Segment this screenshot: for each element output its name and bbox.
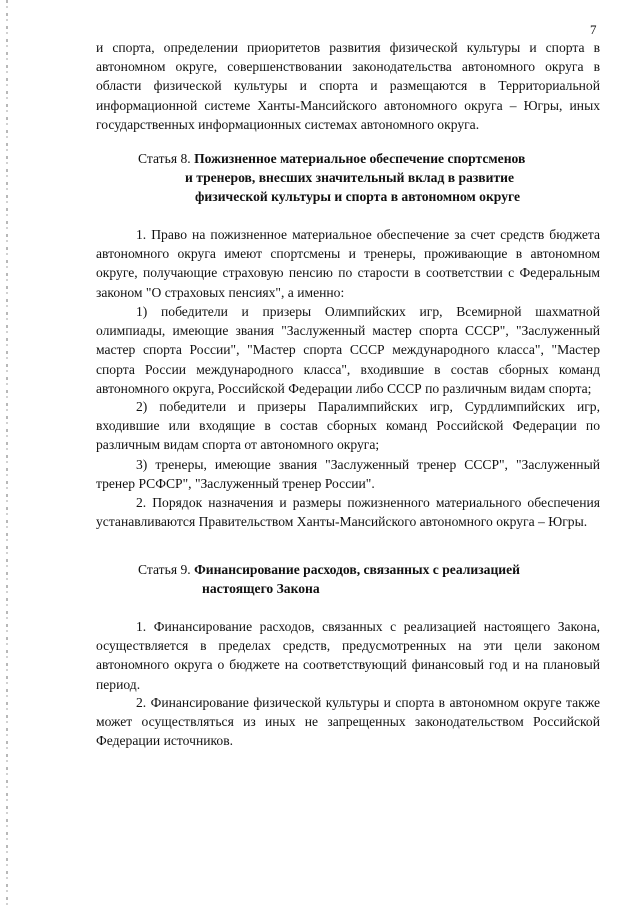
article-9-title-line-1: Финансирование расходов, связанных с реализацией (194, 562, 520, 577)
article-8-prefix: Статья 8. (138, 151, 195, 166)
page-number: 7 (590, 22, 597, 37)
article-8-heading (138, 149, 525, 207)
article-8-title-line-3: физической культуры и спорта в автономном округе (195, 189, 521, 205)
article-9-title-line-2: настоящего Закона (202, 581, 320, 597)
article-9-paragraph-2: 2. Финансирование физической культуры и спорта в автономном округе также может осуществляться из иных не запрещенных законодательством Российской Федерации источников. (96, 695, 600, 749)
article-9-heading (138, 560, 520, 598)
article-9-prefix: Статья 9. (138, 562, 195, 577)
article-8-title-line-1: Пожизненное материальное обеспечение спортсменов (194, 151, 526, 166)
article-8-title-line-2: и тренеров, внесших значительный вклад в развитие (185, 170, 514, 186)
article-9-paragraph-1: 1. Финансирование расходов, связанных с реализацией настоящего Закона, осуществляется в пределах средств, предусмотренных на эти цели законом автономного округа о бюджете на соответствующий финансовый год и на плановый период. (96, 619, 600, 692)
intro-paragraph: и спорта, определении приоритетов развития физической культуры и спорта в автономном округе, совершенствовании законодательства автономного округа в области физической культуры и спорта и размещаются в Территориальной информационной системе Ханты-Мансийского автономного округа – Югры, иных государственных информационных системах автономного округа. (96, 40, 600, 132)
article-8-paragraph-1: 1. Право на пожизненное материальное обеспечение за счет средств бюджета автономного округа имеют спортсмены и тренеры, проживающие в автономном округе, получающие страховую пенсию по старости в соответствии с Федеральным законом "О страховых пенсиях", а именно: (96, 227, 600, 300)
article-8-item-1: 1) победители и призеры Олимпийских игр, Всемирной шахматной олимпиады, имеющие звания "Заслуженный мастер спорта СССР", "Заслуженный мастер спорта России", "Мастер спорта СССР международного класса", "Мастер спорта России международного класса", входившие в состав сборных команд автономного округа, Российской Федерации либо СССР по различным видам спорта; (96, 304, 600, 396)
scan-binding-edge (6, 0, 8, 905)
article-8-paragraph-2: 2. Порядок назначения и размеры пожизненного материального обеспечения устанавливаются Правительством Ханты-Мансийского автономного округа – Югры. (96, 495, 600, 530)
article-8-item-3: 3) тренеры, имеющие звания "Заслуженный тренер СССР", "Заслуженный тренер РСФСР", "Заслуженный тренер России". (96, 457, 600, 492)
article-8-item-2: 2) победители и призеры Паралимпийских игр, Сурдлимпийских игр, входившие или входящие в состав сборных команд Российской Федерации по различным видам спорта от автономного округа; (96, 399, 600, 453)
